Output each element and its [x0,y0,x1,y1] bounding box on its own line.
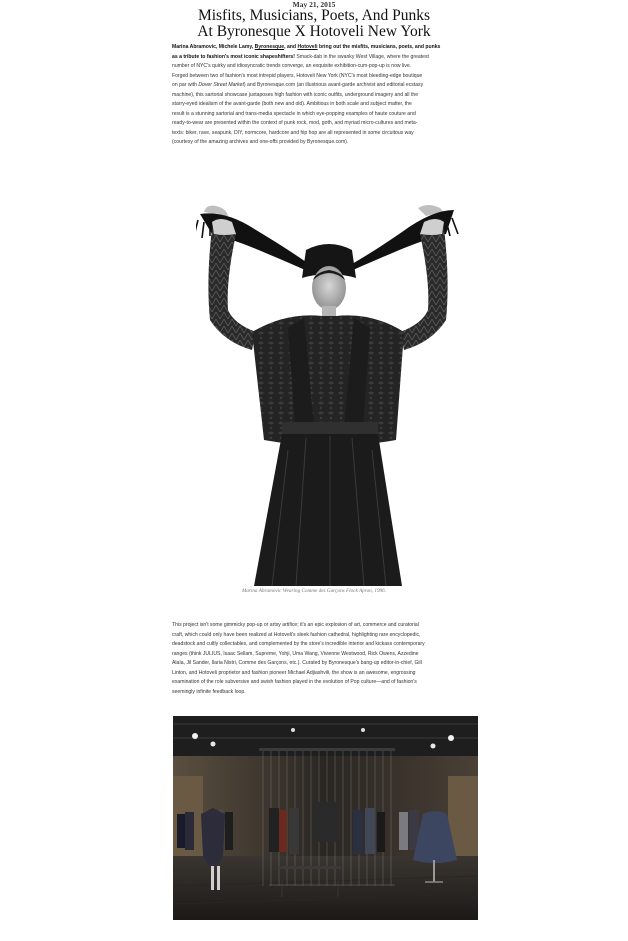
intro-text: on par with [172,82,199,89]
article-date: May 21, 2015 [292,0,336,9]
article-title [0,8,628,40]
photo-caption: Marina Abramovic Wearing Comme des Garçons Flock Apron, 1996. [241,588,387,594]
body-line-7: examination of the role subversive and swish fashion played in the evolution of Pop culture—and of fashion's [172,679,417,686]
article-title-line-2: At Byronesque X Hotoveli New York [197,23,431,40]
body-line-2: craft, which could only have been realized at Hotoveli's sleek fashion cathedral, highlighting rare encyclopedic, [172,631,421,638]
body-line-5: Alaïa, Jil Sander, Ilaria Nistri, Comme des Garçons, etc.). Curated by Byronesque's bang-up editor-in-chief, Gill [172,660,422,667]
hotoveli-link[interactable]: Hotoveli [297,44,318,50]
intro-text: ) and Byronesque.com (an illustrious avant-garde archivist and editorial ecstasy [243,82,424,89]
intro-line-4: Forged between two of fashion's most intrepid players, Hotoveli New York (NYC's most bleeding-edge boutique [172,72,423,79]
body-line-8: seemingly infinite feedback loop. [172,688,246,695]
body-line-6: Linton, and Hotoveli proprietor and fashion pioneer Michael Adjiashvili, the show is an awesome, engrossing [172,669,416,676]
intro-line-1 [172,43,478,53]
body-line-1: This project isn't some gimmicky pop-up or artsy artifice; it's an epic explosion of art, commerce and curatorial [172,622,419,628]
body-line-4: ranges (think JULIUS, Isaac Sellam, Supreme, Yohji, Uma Wang, Vivienne Westwood, Rick Owens, Azzedine [172,650,419,657]
intro-connector: , and [284,44,298,50]
intro-line-6: machine), this sartorial showcase juxtaposes high fashion with iconic outfits, underground imagery and all the [172,91,419,98]
intro-lead-text: Marina Abramovic, Michele Lamy, [172,44,255,50]
intro-lead-tail: bring out the misfits, musicians, poets, and punks [317,44,441,50]
intro-line-9: ready-to-wear are presented within the context of punk rock, mod, goth, and myriad micro-cultures and meta- [172,120,418,127]
intro-line-10: texts: biker, rave, seapunk, DIY, normcore, hardcore and hip hop are all represented in some circuitous way [172,129,414,136]
intro-lead-end: as a tribute to fashion's most iconic shapeshifters! [172,53,295,60]
body-paragraph [172,621,478,697]
intro-line-7: starry-eyed idealism of the avant-garde (both new and old). Ambitious in both scale and subject matter, the [172,101,412,108]
portrait-photo [196,200,460,586]
intro-line-2 [172,53,478,63]
byronesque-link[interactable]: Byronesque [254,44,285,50]
intro-line-11: (courtesy of the amazing archives and one-offs provided by Byronesque.com). [172,139,349,146]
body-line-3: deadstock and cultly collectables, and complemented by the store's incredible interior and kickass contemporary [172,641,425,648]
intro-line-5 [172,81,478,91]
article-title-line-1: Misfits, Musicians, Poets, And Punks [197,7,431,24]
store-interior-photo [173,716,478,920]
intro-line-3: number of NYC's quirky and idiosyncratic trends converge, an exquisite exhibition-cum-pop-up is now live. [172,63,412,70]
intro-text: Smack-dab in the swanky West Village, where the greatest [294,53,429,60]
intro-line-8: result is a stunning sartorial and trans-media spectacle in which eye-popping examples of haute couture and [172,110,416,117]
dover-street-market-text: Dover Street Market [198,82,244,89]
intro-paragraph [172,43,478,148]
